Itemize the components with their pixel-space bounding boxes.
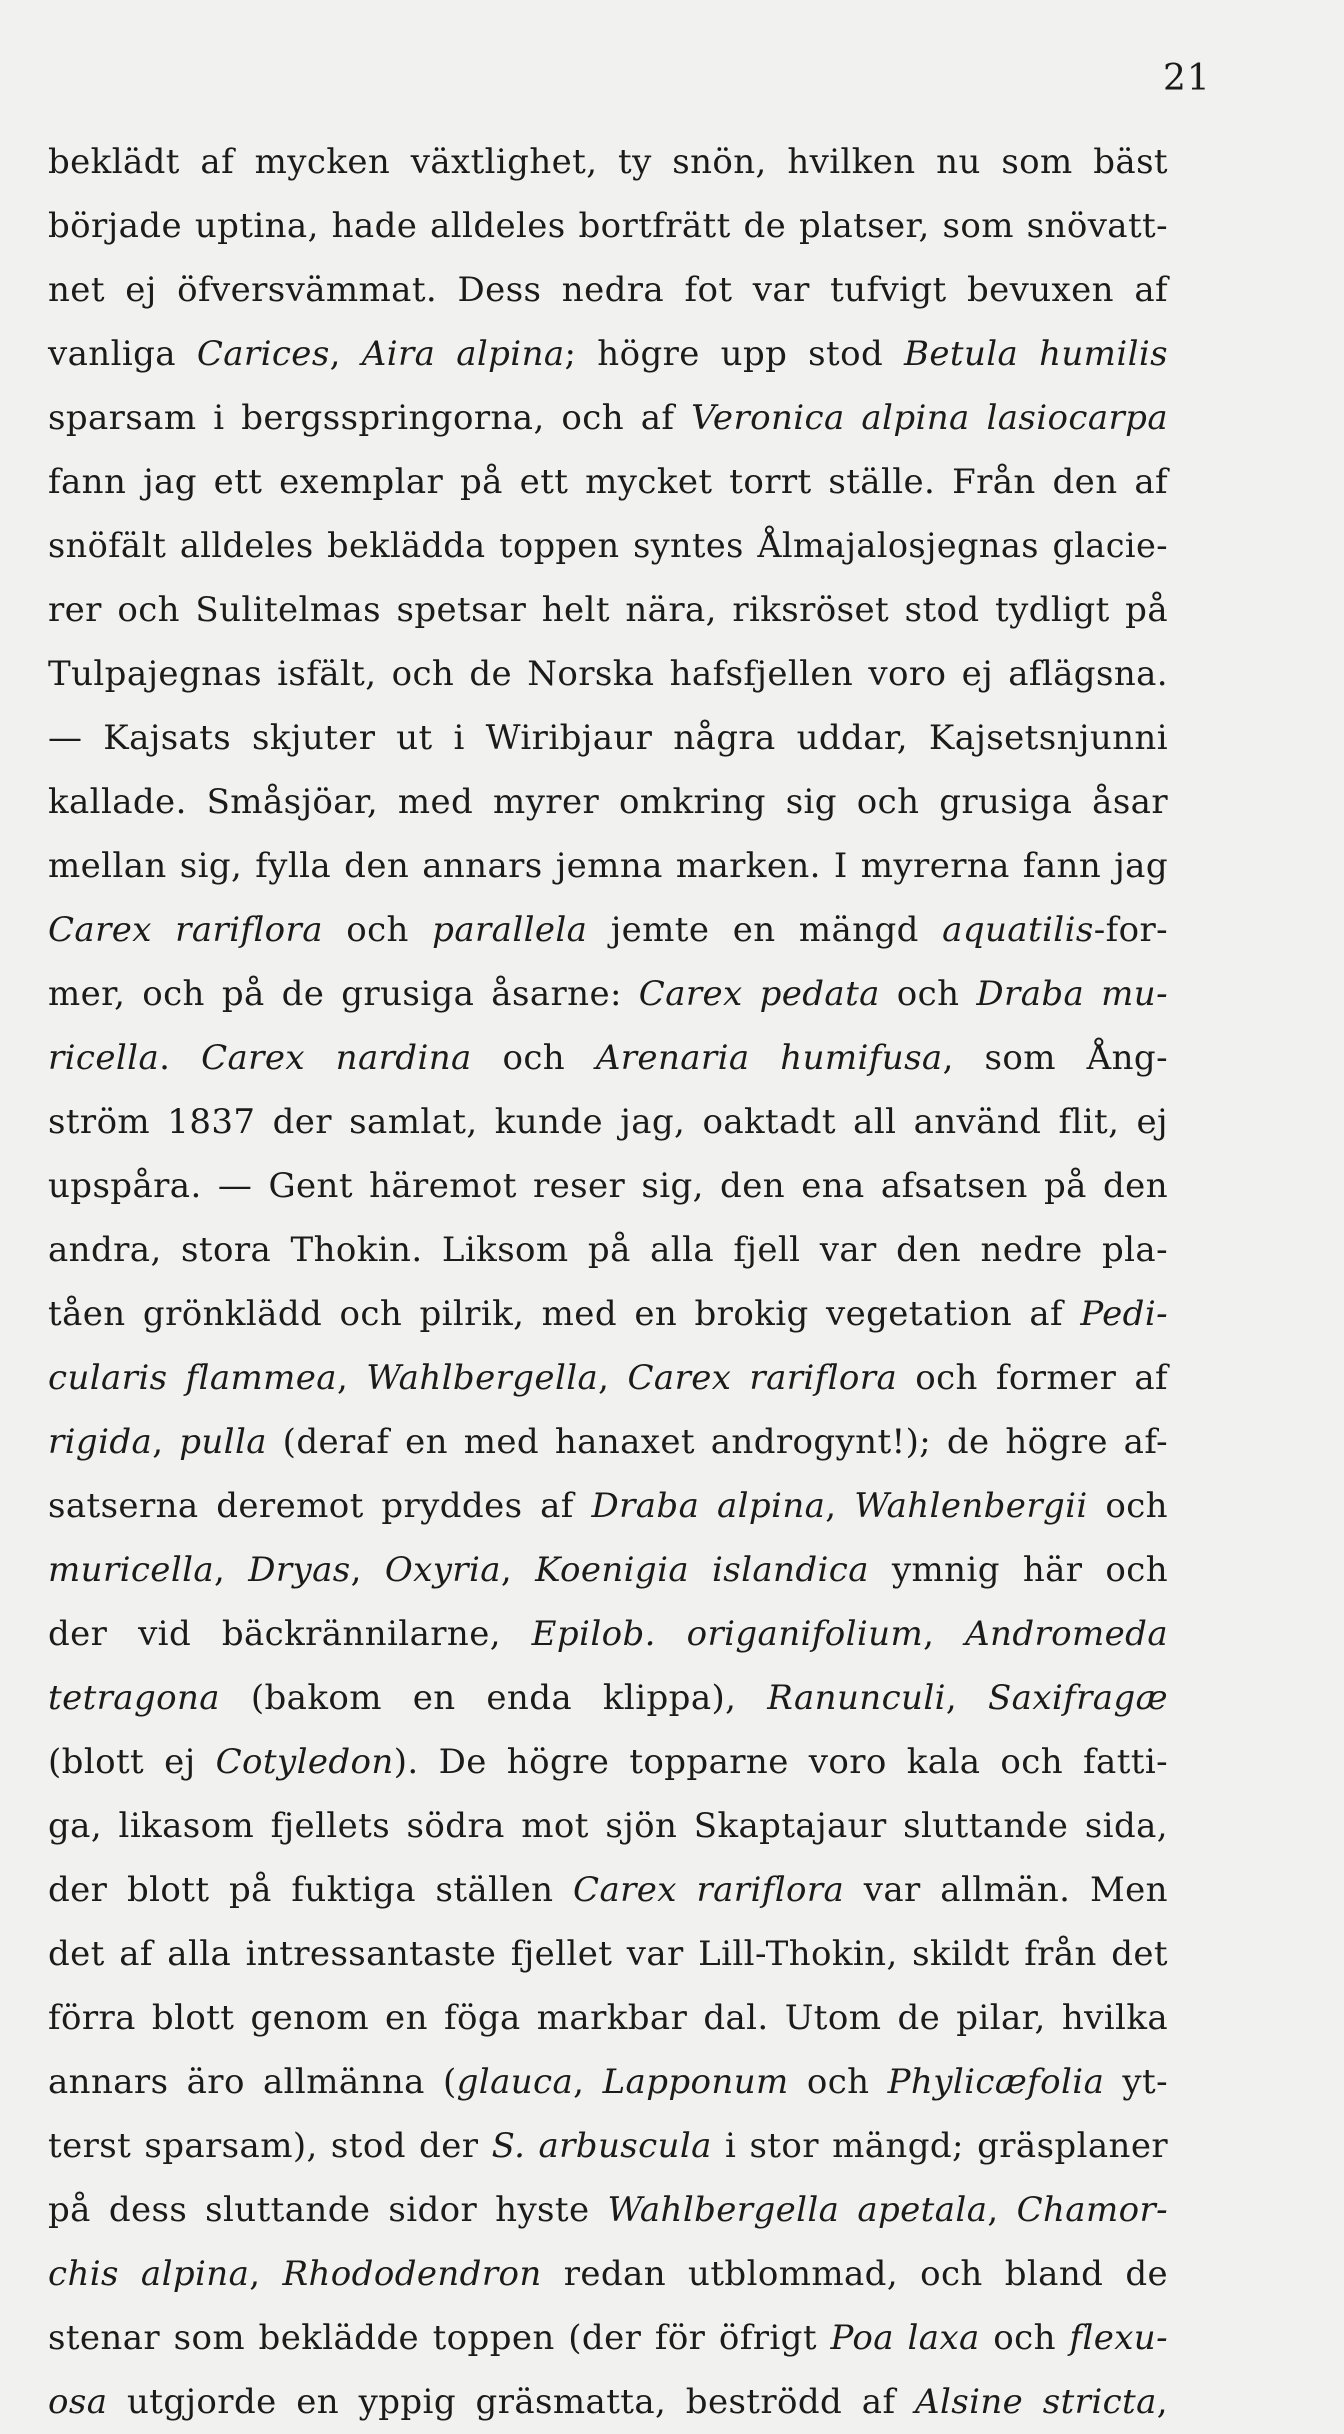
text-run: det af alla intressantaste fjellet var Lill-Thokin, skildt från det	[48, 1934, 1168, 1974]
text-line	[48, 1602, 1168, 1666]
text-line	[48, 1154, 1168, 1218]
italic-text: ricella	[48, 1038, 160, 1078]
text-run: rer och Sulitelmas spetsar helt nära, riksröset stod tydligt på	[48, 590, 1168, 630]
italic-text: rigida	[48, 1422, 153, 1462]
text-run: ). De högre topparne voro kala och fatti-	[393, 1742, 1168, 1782]
text-run: andra, stora Thokin. Liksom på alla fjell var den nedre pla-	[48, 1230, 1168, 1270]
text-run: vanliga	[48, 334, 197, 374]
italic-text: pulla	[179, 1422, 267, 1462]
text-line	[48, 1730, 1168, 1794]
italic-text: Oxyria	[384, 1550, 501, 1590]
text-line	[48, 1922, 1168, 1986]
italic-text: Carex rariflora	[627, 1358, 898, 1398]
text-run: annars äro allmänna (	[48, 2062, 457, 2102]
text-line	[48, 1090, 1168, 1154]
italic-text: Cotyledon	[215, 1742, 394, 1782]
italic-text: Phylicæfolia	[887, 2062, 1105, 2102]
text-run: var allmän. Men	[844, 1870, 1168, 1910]
italic-text: Wahlbergella	[366, 1358, 599, 1398]
text-line	[48, 2370, 1168, 2434]
text-line	[48, 2050, 1168, 2114]
text-run: (blott ej	[48, 1742, 216, 1782]
text-line	[48, 962, 1168, 1026]
text-line	[48, 258, 1168, 322]
italic-text: Betula humilis	[904, 334, 1168, 374]
text-run: ga, likasom fjellets södra mot sjön Skaptajaur sluttande sida,	[48, 1806, 1168, 1846]
text-run: sparsam i bergsspringorna, och af	[48, 398, 692, 438]
text-run: ström 1837 der samlat, kunde jag, oaktadt all använd flit, ej	[48, 1102, 1168, 1142]
text-run: kallade. Småsjöar, med myrer omkring sig och grusiga åsar	[48, 782, 1168, 822]
text-run: upspåra. — Gent häremot reser sig, den ena afsatsen på den	[48, 1166, 1168, 1206]
text-run: och	[979, 2318, 1070, 2358]
text-run: — Kajsats skjuter ut i Wiribjaur några uddar, Kajsetsnjunni	[48, 718, 1168, 758]
text-line	[48, 130, 1168, 194]
italic-text: Epilob. origanifolium	[531, 1614, 924, 1654]
text-line	[48, 194, 1168, 258]
text-run: ,	[598, 1358, 628, 1398]
page-number: 21	[1163, 58, 1211, 99]
italic-text: Carex nardina	[201, 1038, 472, 1078]
text-run: och	[322, 910, 433, 950]
text-run: , som Ång-	[942, 1038, 1168, 1078]
text-line	[48, 2114, 1168, 2178]
italic-text: flexu-	[1069, 2318, 1168, 2358]
italic-text: Andromeda	[965, 1614, 1168, 1654]
text-run: ,	[923, 1614, 966, 1654]
text-line	[48, 2178, 1168, 2242]
text-line	[48, 2306, 1168, 2370]
italic-text: Draba alpina	[591, 1486, 826, 1526]
text-run: ,	[249, 2254, 283, 2294]
text-run: ,	[573, 2062, 603, 2102]
text-run: och	[879, 974, 977, 1014]
text-run: tåen grönklädd och pilrik, med en brokig vegetation af	[48, 1294, 1081, 1334]
text-run: ,	[152, 1422, 180, 1462]
text-run: net ej öfversvämmat. Dess nedra fot var tufvigt bevuxen af	[48, 270, 1168, 310]
text-run: jemte en mängd	[587, 910, 943, 950]
text-run: ,	[500, 1550, 536, 1590]
text-run: yt-	[1104, 2062, 1168, 2102]
text-line	[48, 2242, 1168, 2306]
italic-text: aquatilis	[942, 910, 1094, 950]
text-line	[48, 1794, 1168, 1858]
text-run: ,	[987, 2190, 1017, 2230]
text-run: redan utblommad, och bland de	[541, 2254, 1169, 2294]
text-line	[48, 1858, 1168, 1922]
text-run: ,	[945, 1678, 988, 1718]
italic-text: parallela	[432, 910, 588, 950]
text-run: fann jag ett exemplar på ett mycket torrt ställe. Från den af	[48, 462, 1168, 502]
text-line	[48, 1026, 1168, 1090]
text-run: och	[471, 1038, 596, 1078]
text-run: förra blott genom en föga markbar dal. Utom de pilar, hvilka	[48, 1998, 1168, 2038]
text-run: på dess sluttande sidor hyste	[48, 2190, 608, 2230]
text-run: utgjorde en yppig gräsmatta, beströdd af	[107, 2382, 916, 2422]
italic-text: Alsine stricta	[915, 2382, 1157, 2422]
text-line	[48, 1986, 1168, 2050]
italic-text: Saxifragæ	[987, 1678, 1168, 1718]
text-line	[48, 1474, 1168, 1538]
italic-text: Pedi-	[1080, 1294, 1168, 1334]
text-line	[48, 578, 1168, 642]
text-run: och	[788, 2062, 888, 2102]
text-run: ,	[329, 334, 362, 374]
text-line	[48, 450, 1168, 514]
text-run: ,	[825, 1486, 855, 1526]
text-run: (deraf en med hanaxet androgynt!); de högre af-	[266, 1422, 1168, 1462]
italic-text: Wahlbergella apetala	[607, 2190, 988, 2230]
text-run: ; högre upp stod	[564, 334, 904, 374]
text-run: i stor mängd; gräsplaner	[711, 2126, 1168, 2166]
text-line	[48, 706, 1168, 770]
italic-text: Aira alpina	[361, 334, 565, 374]
italic-text: S. arbuscula	[491, 2126, 712, 2166]
text-run: ,	[1156, 2382, 1169, 2422]
italic-text: Ranunculi	[767, 1678, 946, 1718]
text-line	[48, 898, 1168, 962]
italic-text: Arenaria humifusa	[595, 1038, 943, 1078]
text-line	[48, 386, 1168, 450]
text-run: stenar som beklädde toppen (der för öfrigt	[48, 2318, 831, 2358]
italic-text: Koenigia islandica	[535, 1550, 869, 1590]
text-run: Tulpajegnas isfält, och de Norska hafsfjellen voro ej aflägsna.	[48, 654, 1168, 694]
text-run: ymnig här och	[868, 1550, 1169, 1590]
text-run: ,	[336, 1358, 367, 1398]
text-line	[48, 514, 1168, 578]
text-run: (bakom en enda klippa),	[219, 1678, 768, 1718]
italic-text: Lapponum	[602, 2062, 789, 2102]
text-run: mellan sig, fylla den annars jemna marken. I myrerna fann jag	[48, 846, 1168, 886]
text-run: terst sparsam), stod der	[48, 2126, 492, 2166]
text-line	[48, 770, 1168, 834]
text-run: der blott på fuktiga ställen	[48, 1870, 574, 1910]
text-run: började uptina, hade alldeles bortfrätt de platser, som snövatt-	[48, 206, 1168, 246]
italic-text: tetragona	[48, 1678, 220, 1718]
italic-text: cularis flammea	[48, 1358, 337, 1398]
italic-text: Rhododendron	[282, 2254, 542, 2294]
text-run: ,	[214, 1550, 249, 1590]
italic-text: Carex pedata	[638, 974, 880, 1014]
text-line	[48, 322, 1168, 386]
text-run: ,	[350, 1550, 385, 1590]
italic-text: Carex rariflora	[48, 910, 323, 950]
text-run: -for-	[1093, 910, 1168, 950]
italic-text: Wahlenbergii	[854, 1486, 1088, 1526]
text-run: snöfält alldeles beklädda toppen syntes Ålmajalosjegnas glacie-	[48, 526, 1168, 565]
text-run: satserna deremot pryddes af	[48, 1486, 592, 1526]
text-line	[48, 1410, 1168, 1474]
text-run: beklädt af mycken växtlighet, ty snön, hvilken nu som bäst	[48, 142, 1168, 182]
text-run: och former af	[897, 1358, 1168, 1398]
italic-text: muricella	[48, 1550, 215, 1590]
italic-text: Poa laxa	[830, 2318, 980, 2358]
italic-text: Carices	[196, 334, 330, 374]
italic-text: Carex rariflora	[573, 1870, 845, 1910]
text-run: och	[1087, 1486, 1168, 1526]
italic-text: Chamor-	[1016, 2190, 1168, 2230]
text-line	[48, 1538, 1168, 1602]
text-run: der vid bäckrännilarne,	[48, 1614, 532, 1654]
italic-text: Veronica alpina lasiocarpa	[691, 398, 1168, 438]
italic-text: glauca	[456, 2062, 574, 2102]
italic-text: chis alpina	[48, 2254, 250, 2294]
text-line	[48, 642, 1168, 706]
text-line	[48, 1218, 1168, 1282]
italic-text: osa	[48, 2382, 108, 2422]
text-line	[48, 1666, 1168, 1730]
italic-text: Draba mu-	[976, 974, 1168, 1014]
italic-text: Dryas	[248, 1550, 351, 1590]
text-line	[48, 1346, 1168, 1410]
text-line	[48, 1282, 1168, 1346]
text-run: .	[159, 1038, 202, 1078]
text-line	[48, 834, 1168, 898]
text-run: mer, och på de grusiga åsarne:	[48, 974, 639, 1014]
body-text	[48, 130, 1168, 2434]
